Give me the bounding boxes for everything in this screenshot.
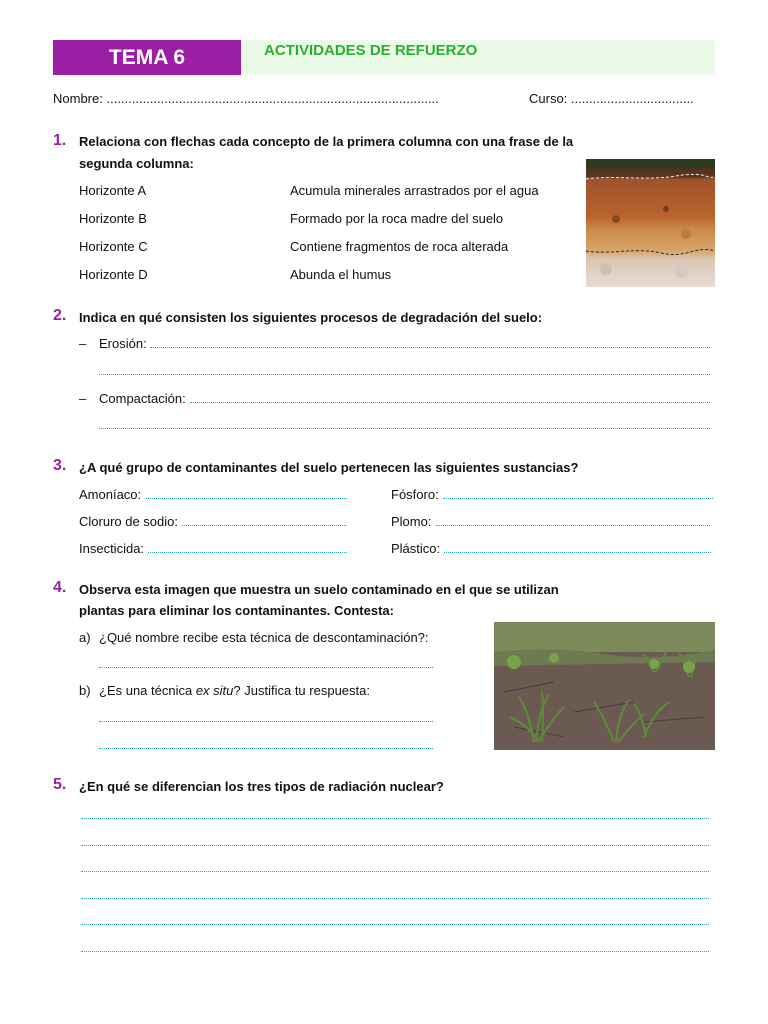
q3-number: 3. [53,457,67,474]
q3-text: ¿A qué grupo de contaminantes del suelo pertenecen las siguientes sustancias? [79,460,579,475]
q1-text-line2: segunda columna: [79,156,194,171]
q1-left-item: Horizonte B [79,211,147,226]
substance-answer-line[interactable] [148,552,347,553]
q1-left-item: Horizonte A [79,183,147,198]
q1-number: 1. [53,132,67,149]
q1-left-item: Horizonte C [79,239,148,254]
q2-number: 2. [53,307,67,324]
curso-label: Curso: [529,91,568,106]
q5-answer-line[interactable] [81,845,709,846]
q4b-text [99,683,370,698]
dash-bullet: – [79,336,87,351]
curso-line: .................................. [570,91,694,106]
q4b-answer-line[interactable] [99,721,433,722]
compactacion-answer-line[interactable] [190,402,710,403]
dash-bullet: – [79,391,87,406]
substance-answer-line[interactable] [182,525,347,526]
compactacion-label: Compactación: [99,391,186,406]
q1-right-item: Formado por la roca madre del suelo [290,211,504,226]
substance-label: Plástico: [391,541,441,556]
q4-text-line1: Observa esta imagen que muestra un suelo contaminado en el que se utilizan [79,582,559,597]
nombre-field[interactable] [53,91,439,106]
substance-answer-line[interactable] [146,498,347,499]
substance-answer-line[interactable] [444,552,711,553]
q4b-answer-line[interactable] [99,748,433,749]
substance-label: Fósforo: [391,487,439,502]
erosion-label: Erosión: [99,336,147,351]
q4b-text-pre: ¿Es una técnica [99,683,196,698]
nombre-line: ............................................................................................ [106,91,439,106]
nombre-label: Nombre: [53,91,103,106]
q4a-text: ¿Qué nombre recibe esta técnica de descontaminación?: [99,630,429,645]
q1-right-item: Abunda el humus [290,267,392,282]
tema-badge [53,40,241,75]
q1-right-item: Acumula minerales arrastrados por el agua [290,183,539,198]
q4b-text-post: ? Justifica tu respuesta: [233,683,370,698]
q4a-label: a) [79,630,91,645]
compactacion-answer-line[interactable] [99,428,710,429]
q1-left-item: Horizonte D [79,267,148,282]
q1-right-item: Contiene fragmentos de roca alterada [290,239,509,254]
q5-text: ¿En qué se diferencian los tres tipos de radiación nuclear? [79,779,444,794]
substance-label: Amoníaco: [79,487,142,502]
q5-number: 5. [53,776,67,793]
q5-answer-line[interactable] [81,924,709,925]
substance-label: Cloruro de sodio: [79,514,178,529]
q5-answer-line[interactable] [81,871,709,872]
header-banner [241,40,715,75]
substance-answer-line[interactable] [443,498,713,499]
substance-answer-line[interactable] [436,525,710,526]
q4a-answer-line[interactable] [99,667,433,668]
q2-text: Indica en qué consisten los siguientes procesos de degradación del suelo: [79,310,543,325]
q1-text-line1: Relaciona con flechas cada concepto de la primera columna con una frase de la [79,134,574,149]
soil-profile-image [586,159,715,287]
q4-text-line2: plantas para eliminar los contaminantes. Contesta: [79,603,394,618]
q5-answer-line[interactable] [81,818,709,819]
q4b-text-em: ex situ [195,683,234,698]
contaminated-soil-image [494,622,715,750]
curso-field[interactable] [529,91,694,106]
substance-label: Insecticida: [79,541,145,556]
erosion-answer-line[interactable] [150,347,710,348]
substance-label: Plomo: [391,514,432,529]
erosion-answer-line[interactable] [99,374,710,375]
tema-label: TEMA 6 [108,45,186,69]
q4b-label: b) [79,683,91,698]
q5-answer-line[interactable] [81,898,709,899]
page-title: ACTIVIDADES DE REFUERZO [264,42,478,59]
q5-answer-line[interactable] [81,951,709,952]
q4-number: 4. [53,579,67,596]
